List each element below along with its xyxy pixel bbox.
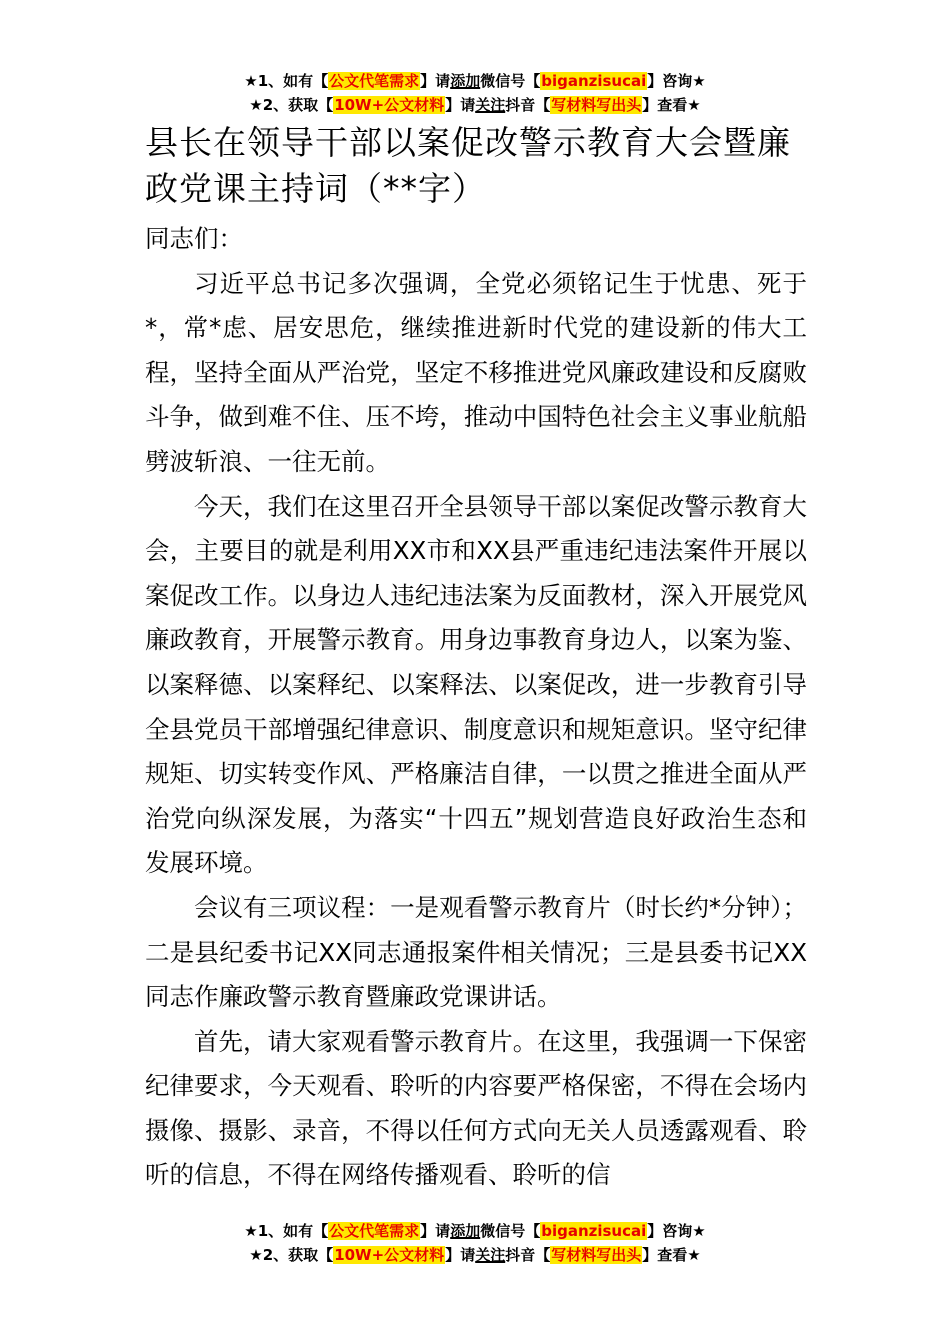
banner-highlight-douyin: 写材料写出头 <box>551 1246 642 1264</box>
banner-line-1 <box>0 69 950 93</box>
banner-line-2-suffix: 】查看★ <box>642 96 701 114</box>
paragraph: 习近平总书记多次强调，全党必须铭记生于忧患、死于*，常*虑、居安思危，继续推进新时代党的建设新的伟大工程，坚持全面从严治党，坚定不移推进党风廉政建设和反腐败斗争，做到难不住、压不垮，推动中国特色社会主义事业航船劈波斩浪、一往无前。 <box>145 268 807 476</box>
banner-underlined-word: 关注 <box>475 1246 506 1264</box>
banner-line-2-prefix: ★2、获取【 <box>249 1246 334 1264</box>
banner-line-1 <box>0 1219 950 1243</box>
document-title: 县长在领导干部以案促改警示教育大会暨廉政党课主持词（**字） <box>145 123 791 208</box>
paragraph: 首先，请大家观看警示教育片。在这里，我强调一下保密纪律要求，今天观看、聆听的内容要严格保密，不得在会场内摄像、摄影、录音，不得以任何方式向无关人员透露观看、聆听的信息，不得在网络传播观看、聆听的信 <box>145 1026 807 1190</box>
banner-line-2-prefix: ★2、获取【 <box>249 96 334 114</box>
banner-line-2-mid2: 抖音【 <box>505 1246 551 1264</box>
paragraph: 今天，我们在这里召开全县领导干部以案促改警示教育大会，主要目的就是利用XX市和XX县严重违纪违法案件开展以案促改工作。以身边人违纪违法案为反面教材，深入开展党风廉政教育，开展警示教育。用身边事教育身边人，以案为鉴、以案释德、以案释纪、以案释法、以案促改，进一步教育引导全县党员干部增强纪律意识、制度意识和规矩意识。坚守纪律规矩、切实转变作风、严格廉洁自律，一以贯之推进全面从严治党向纵深发展，为落实“十四五”规划营造良好政治生态和发展环境。 <box>145 491 807 878</box>
banner-line-1-mid: 】请 <box>420 72 451 90</box>
document-body <box>145 217 807 1198</box>
banner-highlight-wechat-id: biganzisucai <box>541 72 647 90</box>
banner-line-2-mid2: 抖音【 <box>505 96 551 114</box>
salutation: 同志们： <box>145 224 243 253</box>
banner-highlight-service: 公文代笔需求 <box>329 72 420 90</box>
banner-line-1-prefix: ★1、如有【 <box>244 1222 329 1240</box>
banner-highlight-wechat-id: biganzisucai <box>541 1222 647 1240</box>
banner-highlight-douyin: 写材料写出头 <box>551 96 642 114</box>
banner-line-1-mid2: 微信号【 <box>480 1222 541 1240</box>
banner-line-2 <box>0 1243 950 1267</box>
banner-line-2-suffix: 】查看★ <box>642 1246 701 1264</box>
banner-underlined-word: 添加 <box>450 1222 481 1240</box>
banner-highlight-service: 公文代笔需求 <box>329 1222 420 1240</box>
banner-line-1-mid2: 微信号【 <box>480 72 541 90</box>
banner-line-2 <box>0 93 950 117</box>
banner-line-1-mid: 】请 <box>420 1222 451 1240</box>
banner-line-1-suffix: 】咨询★ <box>647 72 706 90</box>
banner-underlined-word: 添加 <box>450 72 481 90</box>
banner-line-2-mid: 】请 <box>445 1246 476 1264</box>
banner-line-1-suffix: 】咨询★ <box>647 1222 706 1240</box>
banner-highlight-materials: 10W+公文材料 <box>334 1246 445 1264</box>
header-banner <box>0 69 950 117</box>
banner-line-2-mid: 】请 <box>445 96 476 114</box>
paragraph: 会议有三项议程：一是观看警示教育片（时长约*分钟）；二是县纪委书记XX同志通报案件相关情况；三是县委书记XX同志作廉政警示教育暨廉政党课讲话。 <box>145 892 807 1012</box>
banner-line-1-prefix: ★1、如有【 <box>244 72 329 90</box>
banner-highlight-materials: 10W+公文材料 <box>334 96 445 114</box>
footer-banner <box>0 1219 950 1267</box>
banner-underlined-word: 关注 <box>475 96 506 114</box>
